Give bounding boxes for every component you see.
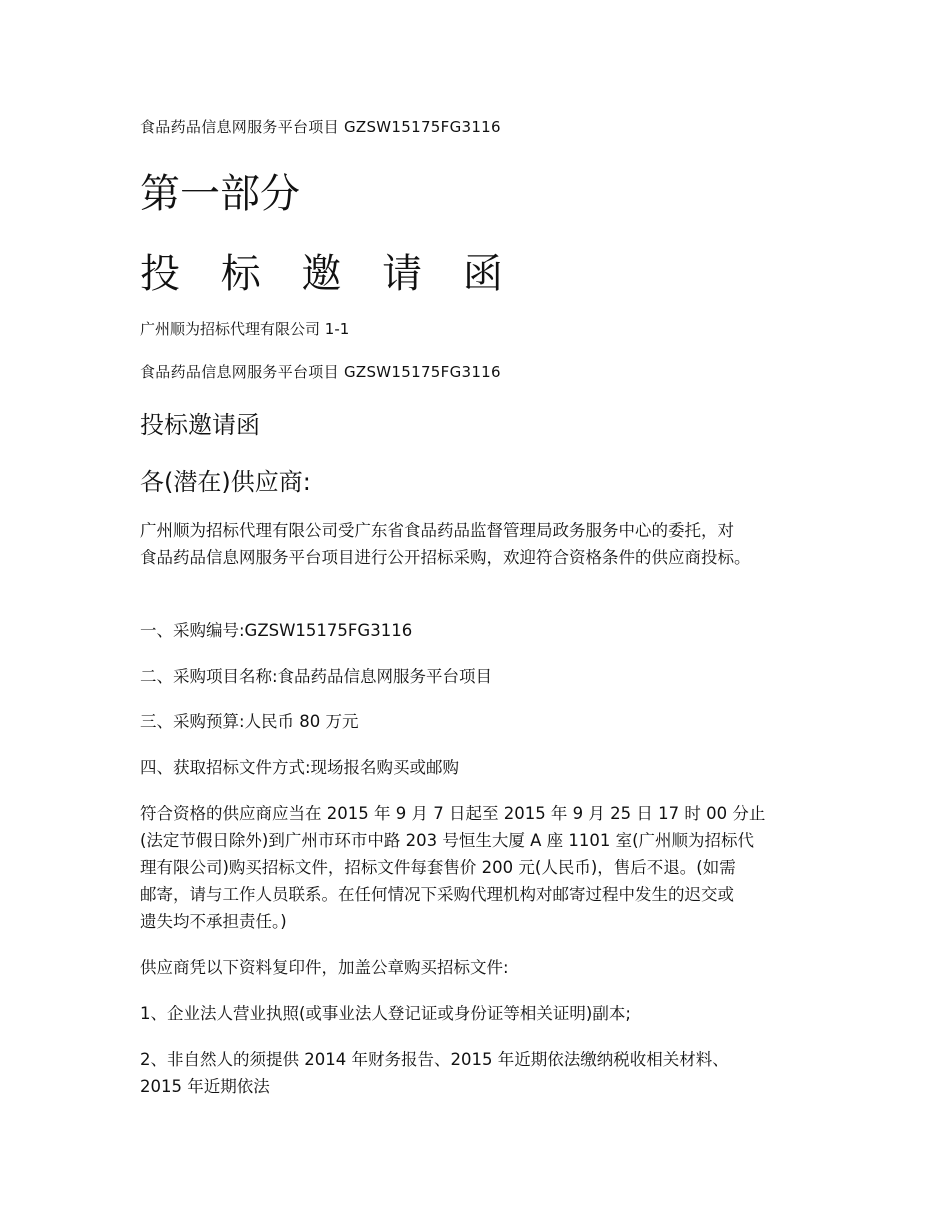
detail-line-5: 遗失均不承担责任。) xyxy=(140,912,287,931)
salutation: 各(潜在)供应商: xyxy=(140,468,311,496)
intro-line-1: 广州顺为招标代理有限公司受广东省食品药品监督管理局政务服务中心的委托，对 xyxy=(140,521,734,540)
detail-line-4: 邮寄，请与工作人员联系。在任何情况下采购代理机构对邮寄过程中发生的迟交或 xyxy=(140,885,734,904)
document-title: 投 标 邀 请 函 xyxy=(140,251,517,297)
page-footer-company: 广州顺为招标代理有限公司 1-1 xyxy=(140,320,350,338)
item-project-name: 二、采购项目名称:食品药品信息网服务平台项目 xyxy=(140,667,493,686)
detail-line-1: 符合资格的供应商应当在 2015 年 9 月 7 日起至 2015 年 9 月 25 日 17 时 00 分止 xyxy=(140,804,766,823)
requirement-1: 1、企业法人营业执照(或事业法人登记证或身份证等相关证明)副本; xyxy=(140,1004,631,1023)
part-title: 第一部分 xyxy=(140,171,300,217)
docs-intro: 供应商凭以下资料复印件，加盖公章购买招标文件: xyxy=(140,958,509,977)
requirement-2-line-1: 2、非自然人的须提供 2014 年财务报告、2015 年近期依法缴纳税收相关材料、 xyxy=(140,1050,729,1069)
item-procurement-number: 一、采购编号:GZSW15175FG3116 xyxy=(140,621,413,640)
detail-line-3: 理有限公司)购买招标文件，招标文件每套售价 200 元(人民币)，售后不退。(如需 xyxy=(140,858,736,877)
page-header-project-2: 食品药品信息网服务平台项目 GZSW15175FG3116 xyxy=(140,363,501,381)
item-acquisition-method: 四、获取招标文件方式:现场报名购买或邮购 xyxy=(140,758,460,777)
invitation-title: 投标邀请函 xyxy=(140,411,260,439)
item-budget: 三、采购预算:人民币 80 万元 xyxy=(140,712,359,731)
page-header-project: 食品药品信息网服务平台项目 GZSW15175FG3116 xyxy=(140,118,501,136)
requirement-2-line-2: 2015 年近期依法 xyxy=(140,1077,270,1096)
intro-line-2: 食品药品信息网服务平台项目进行公开招标采购，欢迎符合资格条件的供应商投标。 xyxy=(140,548,751,567)
detail-line-2: (法定节假日除外)到广州市环市中路 203 号恒生大厦 A 座 1101 室(广州顺为招标代 xyxy=(140,831,755,850)
